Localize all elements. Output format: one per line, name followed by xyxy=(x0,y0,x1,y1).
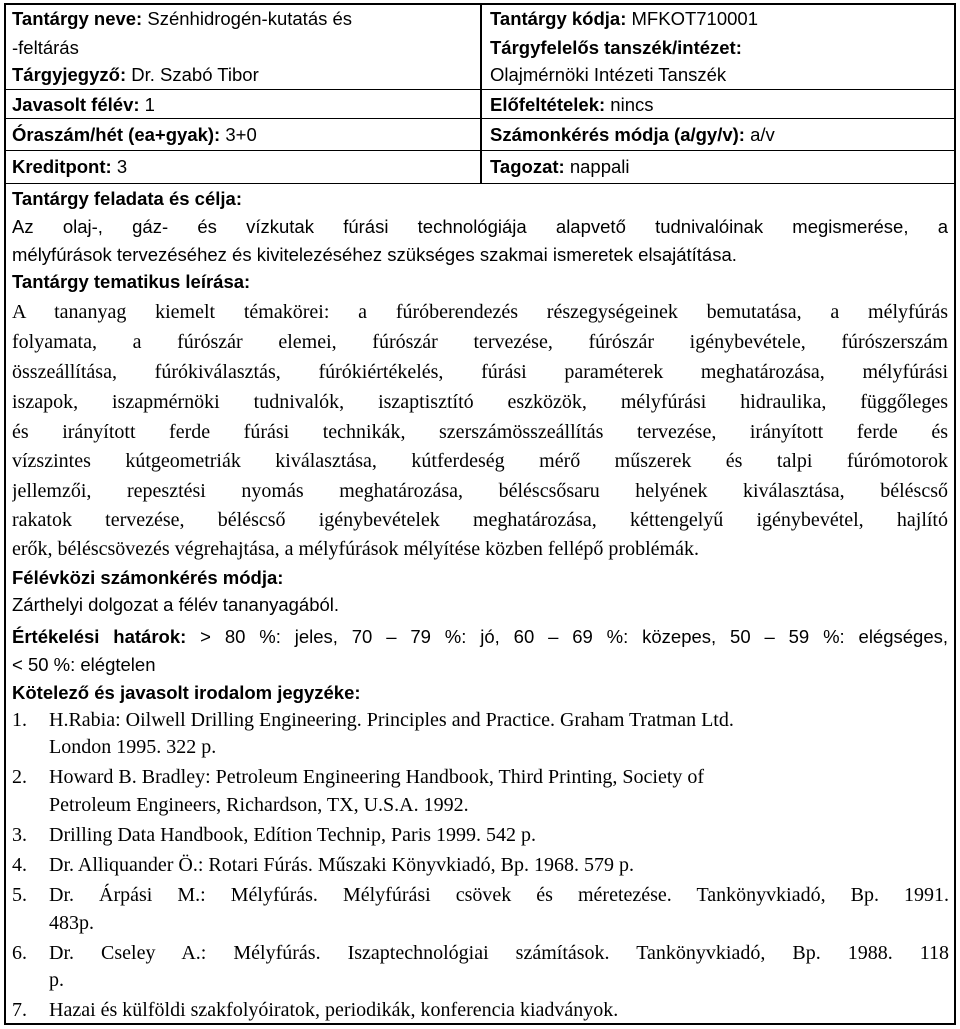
reference-number: 6. xyxy=(12,942,27,964)
midterm-heading xyxy=(12,567,283,589)
reference-number: 1. xyxy=(12,709,27,731)
midterm-heading-text: Félévközi számonkérés módja: xyxy=(12,567,284,588)
semester-label: Javasolt félév: xyxy=(12,94,140,115)
exam-type-row xyxy=(490,124,775,146)
course-code-label: Tantárgy kódja: xyxy=(490,8,627,29)
topics-line: vízszintes kútgeometriák kiválasztása, kútferdeség mérő műszerek és talpi fúrómotorok xyxy=(12,450,948,472)
reference-text: Dr. Alliquander Ö.: Rotari Fúrás. Műszaki Könyvkiadó, Bp. 1968. 579 p. xyxy=(49,854,634,876)
topics-heading-text: Tantárgy tematikus leírása: xyxy=(12,271,251,292)
column-divider xyxy=(480,3,482,184)
row-divider xyxy=(4,89,956,90)
reference-number: 2. xyxy=(12,766,27,788)
responsible-label: Tárgyjegyző: xyxy=(12,64,127,85)
hours-row xyxy=(12,124,257,146)
course-code-value: MFKOT710001 xyxy=(631,8,758,29)
topics-line: jellemzői, repesztési nyomás meghatározása, béléscsősaru helyének kiválasztása, béléscső xyxy=(12,480,948,502)
prerequisites-row xyxy=(490,94,654,116)
goal-line: mélyfúrások tervezéséhez és kivitelezéséhez szükséges szakmai ismeretek elsajátítása. xyxy=(12,244,737,265)
responsible-row xyxy=(12,64,259,86)
grading-line xyxy=(12,625,948,649)
department-label-row xyxy=(490,37,742,59)
reference-number: 7. xyxy=(12,999,27,1021)
course-name-line2: -feltárás xyxy=(12,37,79,58)
department-value: Olajmérnöki Intézeti Tanszék xyxy=(490,64,727,85)
course-name-label: Tantárgy neve: xyxy=(12,8,143,29)
reference-number: 5. xyxy=(12,884,27,906)
literature-heading xyxy=(12,682,361,704)
row-divider xyxy=(4,118,956,119)
department-label: Tárgyfelelős tanszék/intézet: xyxy=(490,37,742,58)
reference-text: Howard B. Bradley: Petroleum Engineering Handbook, Third Printing, Society of xyxy=(49,766,705,788)
reference-number: 4. xyxy=(12,854,27,876)
literature-heading-text: Kötelező és javasolt irodalom jegyzéke: xyxy=(12,682,361,703)
goal-line: Az olaj-, gáz- és vízkutak fúrási technológiája alapvető tudnivalóinak megismerése, a xyxy=(12,216,948,237)
reference-text: Dr. Cseley A.: Mélyfúrás. Iszaptechnológiai számítások. Tankönyvkiadó, Bp. 1988. 118 xyxy=(49,942,949,964)
goal-heading xyxy=(12,188,242,210)
credit-value: 3 xyxy=(116,156,128,177)
topics-line: és irányított ferde fúrási technikák, szerszámösszeállítás tervezése, irányított ferde és xyxy=(12,421,948,443)
grading-label: Értékelési határok: xyxy=(12,626,187,647)
reference-text: Drilling Data Handbook, Edítion Technip, Paris 1999. 542 p. xyxy=(49,824,537,846)
responsible-value: Dr. Szabó Tibor xyxy=(131,64,259,85)
semester-row xyxy=(12,94,155,116)
reference-text: Dr. Árpási M.: Mélyfúrás. Mélyfúrási csövek és méretezése. Tankönyvkiadó, Bp. 1991. xyxy=(49,884,949,906)
midterm-text: Zárthelyi dolgozat a félév tananyagából. xyxy=(12,594,340,615)
grading-values: > 80 %: jeles, 70 – 79 %: jó, 60 – 69 %: közepes, 50 – 59 %: elégséges, xyxy=(200,626,948,647)
reference-text: Hazai és külföldi szakfolyóiratok, periodikák, konferencia kiadványok. xyxy=(49,999,619,1021)
hours-label: Óraszám/hét (ea+gyak): xyxy=(12,124,221,145)
course-code-row xyxy=(490,8,758,30)
table-border-right xyxy=(954,3,956,1025)
prerequisites-label: Előfeltételek: xyxy=(490,94,606,115)
topics-line: iszapok, iszapmérnöki tudnivalók, iszaptisztító eszközök, mélyfúrási hidraulika, függőleges xyxy=(12,391,948,413)
grading-line2: < 50 %: elégtelen xyxy=(12,654,156,675)
hours-value: 3+0 xyxy=(225,124,257,145)
topics-line: erők, béléscsövezés végrehajtása, a mélyfúrások mélyítése közben fellépő problémák. xyxy=(12,538,699,560)
reference-number: 3. xyxy=(12,824,27,846)
topics-line: A tananyag kiemelt témakörei: a fúróberendezés részegységeinek bemutatása, a mélyfúrás xyxy=(12,301,948,323)
exam-type-label: Számonkérés módja (a/gy/v): xyxy=(490,124,745,145)
topics-line: rakatok tervezése, béléscső igénybevételek meghatározása, kéttengelyű igénybevétel, hajlító xyxy=(12,509,948,531)
row-divider xyxy=(4,183,956,184)
reference-text: Petroleum Engineers, Richardson, TX, U.S.A. 1992. xyxy=(49,794,469,816)
goal-heading-text: Tantárgy feladata és célja: xyxy=(12,188,242,209)
topics-heading xyxy=(12,271,250,293)
topics-line: folyamata, a fúrószár elemei, fúrószár tervezése, fúrószár igénybevétele, fúrószerszám xyxy=(12,331,948,353)
credit-label: Kreditpont: xyxy=(12,156,112,177)
reference-text: H.Rabia: Oilwell Drilling Engineering. Principles and Practice. Graham Tratman Ltd. xyxy=(49,709,734,731)
reference-text: 483p. xyxy=(49,912,94,934)
study-mode-row xyxy=(490,156,630,178)
table-border-bottom xyxy=(4,1023,956,1025)
row-divider xyxy=(4,150,956,151)
credit-row xyxy=(12,156,127,178)
exam-type-value: a/v xyxy=(750,124,775,145)
course-name-line1 xyxy=(12,8,352,30)
course-name-value: Szénhidrogén-kutatás és xyxy=(147,8,353,29)
topics-line: összeállítása, fúrókiválasztás, fúrókiértékelés, fúrási paraméterek meghatározása, mélyfúrási xyxy=(12,361,948,383)
table-border-left xyxy=(4,3,6,1025)
study-mode-value: nappali xyxy=(569,156,630,177)
reference-text: London 1995. 322 p. xyxy=(49,736,217,758)
semester-value: 1 xyxy=(144,94,155,115)
study-mode-label: Tagozat: xyxy=(490,156,565,177)
reference-text: p. xyxy=(49,969,64,991)
prerequisites-value: nincs xyxy=(610,94,654,115)
